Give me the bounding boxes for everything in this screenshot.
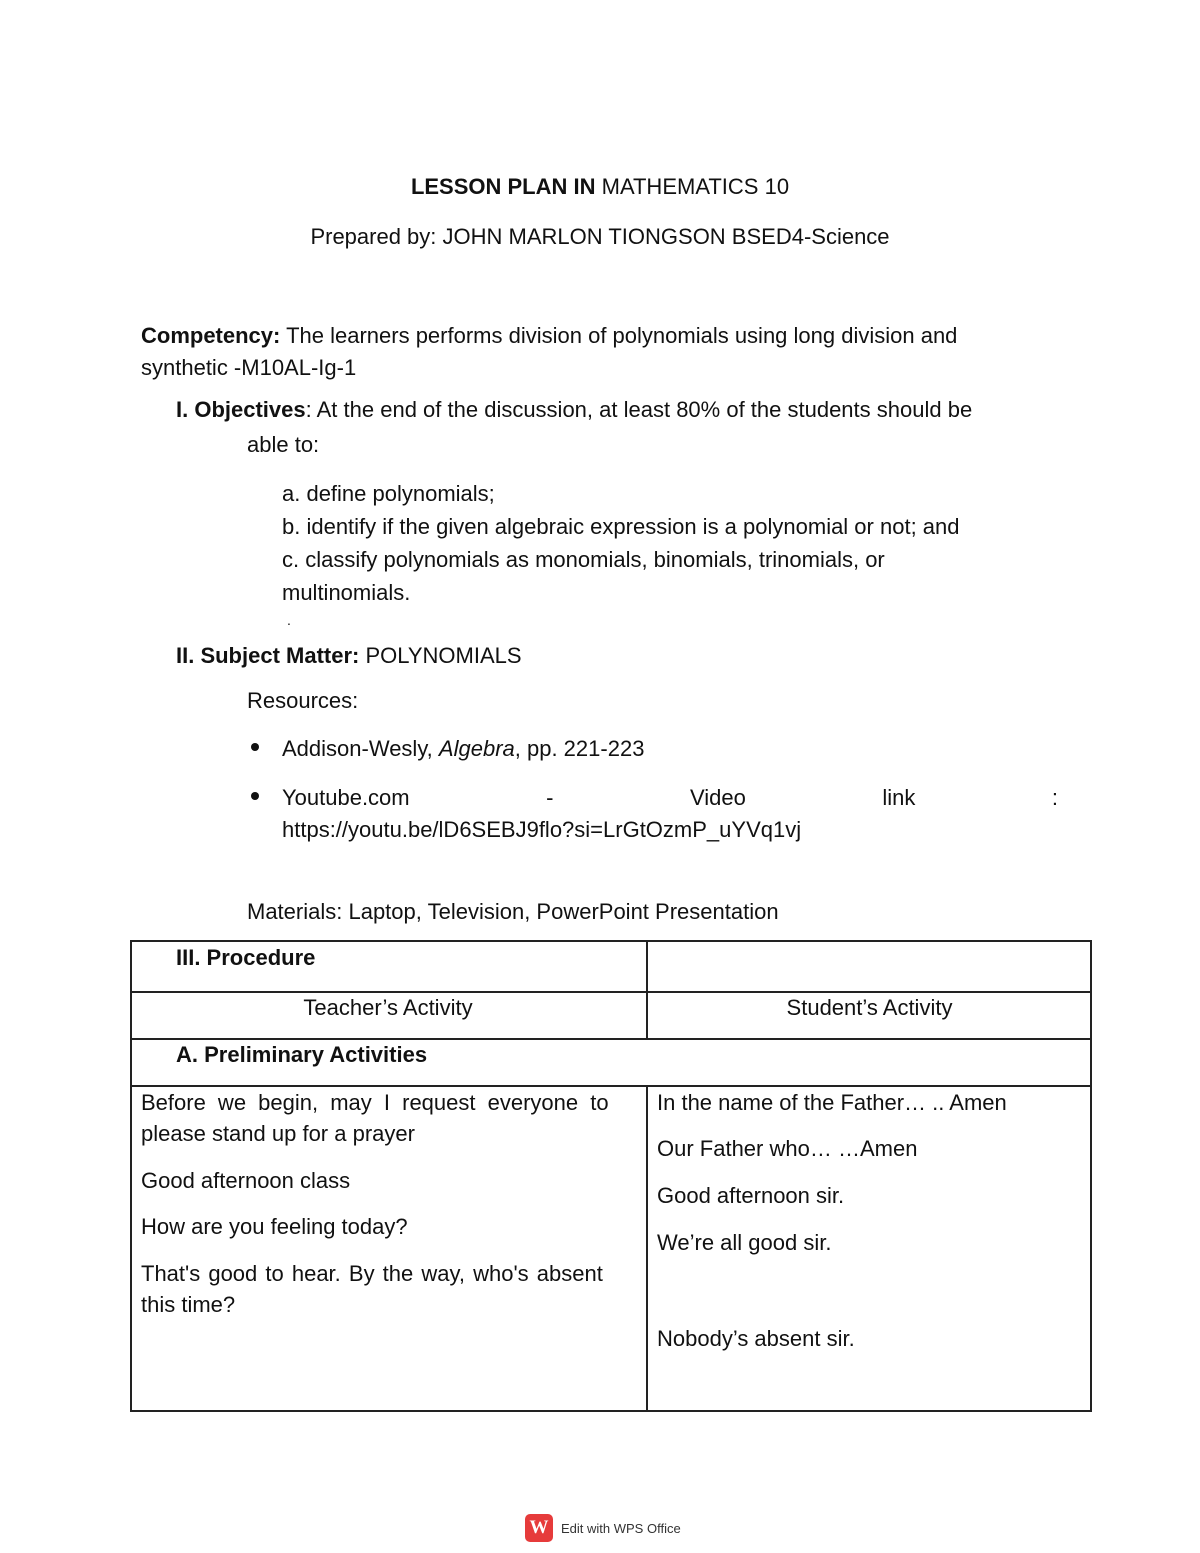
video-link[interactable]: https://youtu.be/lD6SEBJ9flo?si=LrGtOzmP_uYVq1vj [282, 817, 802, 842]
stray-dot: . [287, 612, 291, 628]
student-line: We’re all good sir. [657, 1230, 832, 1255]
student-line: Nobody’s absent sir. [657, 1326, 855, 1351]
objectives-intro [176, 397, 1060, 423]
student-line: Good afternoon sir. [657, 1183, 845, 1208]
student-line: In the name of the Father… .. Amen [657, 1090, 1007, 1115]
table-border [646, 1085, 648, 1412]
teacher-line: please stand up for a prayer [141, 1121, 415, 1146]
competency-text: The learners performs division of polynomials using long division and synthetic -M10AL-Ig-1 [141, 323, 958, 380]
table-border [130, 1410, 1092, 1412]
objectives-intro-line1: : At the end of the discussion, at least 80% of the students should be [305, 397, 973, 422]
resource-part: Video [689, 785, 746, 810]
subject-matter-label: II. Subject Matter: [176, 643, 360, 668]
student-line: Our Father who… …Amen [657, 1136, 918, 1161]
teacher-line: Good afternoon class [141, 1168, 351, 1193]
resource-part: : [1051, 785, 1058, 810]
page-title [0, 174, 1200, 200]
teacher-line: this time? [141, 1292, 236, 1317]
teacher-column-header: Teacher’s Activity [303, 995, 473, 1020]
objectives-intro-line2: able to: [247, 432, 320, 457]
teacher-line: That's good to hear. By the way, who's absent [141, 1261, 603, 1286]
materials: Materials: Laptop, Television, PowerPoint Presentation [247, 899, 779, 924]
objectives-label: I. Objectives [176, 397, 306, 422]
objective-item: c. classify polynomials as monomials, binomials, trinomials, or [282, 547, 885, 572]
resource-item-video [282, 782, 1058, 814]
competency [141, 320, 1041, 384]
wps-watermark[interactable] [525, 1514, 681, 1542]
wps-watermark-text: Edit with WPS Office [561, 1520, 681, 1536]
objective-item: b. identify if the given algebraic expression is a polynomial or not; and [282, 514, 960, 539]
subject-matter-value: POLYNOMIALS [359, 643, 522, 668]
procedure-header: III. Procedure [176, 945, 316, 970]
student-column-header: Student’s Activity [786, 995, 953, 1020]
title-rest: MATHEMATICS 10 [595, 174, 790, 199]
section-a-header: A. Preliminary Activities [176, 1042, 428, 1067]
resource-item-italic: Algebra [438, 736, 515, 761]
resource-item-text: Addison-Wesly, [282, 736, 439, 761]
procedure-table [130, 940, 1092, 1412]
bullet-icon [251, 792, 259, 800]
teacher-line: How are you feeling today? [141, 1214, 408, 1239]
resource-part: link [882, 785, 916, 810]
objective-item: multinomials. [282, 580, 411, 605]
resource-item-text: , pp. 221-223 [514, 736, 645, 761]
objective-item: a. define polynomials; [282, 481, 495, 506]
resource-part: Youtube.com [282, 785, 410, 810]
resource-item [282, 733, 644, 765]
bullet-icon [251, 743, 259, 751]
prepared-by: Prepared by: JOHN MARLON TIONGSON BSED4-Science [310, 224, 890, 249]
title-bold: LESSON PLAN IN [410, 174, 596, 199]
resource-part: - [546, 785, 554, 810]
wps-logo-icon [525, 1514, 553, 1542]
competency-label: Competency: [141, 323, 281, 348]
wps-logo-letter: W [529, 1517, 549, 1538]
teacher-line [141, 1087, 638, 1118]
resources-label: Resources: [247, 688, 359, 713]
teacher-line-text: Before we begin, may I request everyone to [141, 1090, 609, 1115]
table-border [646, 940, 648, 1039]
subject-matter [176, 640, 522, 672]
